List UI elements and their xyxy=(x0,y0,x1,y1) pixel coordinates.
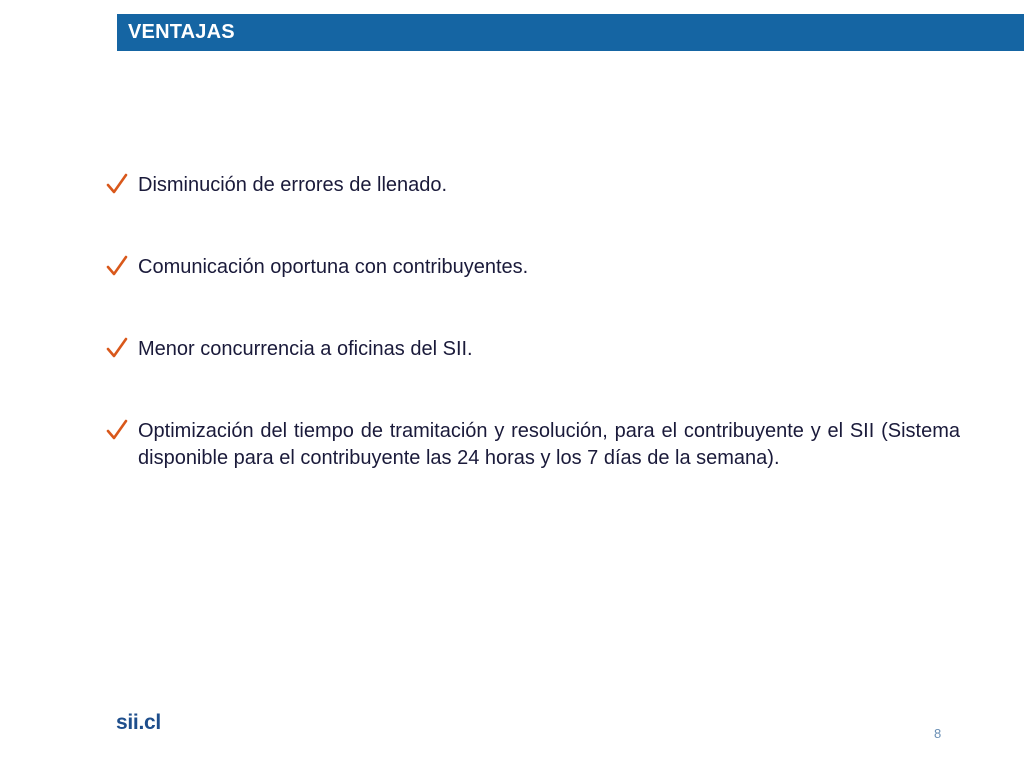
list-item-text: Optimización del tiempo de tramitación y resolución, para el contribuyente y el SII (Sistema disponible para el contribuyente las 24 horas y los 7 días de la semana). xyxy=(138,420,960,469)
list-item xyxy=(106,418,960,472)
checkmark-icon xyxy=(106,419,128,441)
checkmark-icon xyxy=(106,173,128,195)
checkmark-icon xyxy=(106,255,128,277)
page-number: 8 xyxy=(934,726,942,741)
list-item xyxy=(106,336,960,363)
list-item-text: Menor concurrencia a oficinas del SII. xyxy=(138,338,473,360)
advantages-list xyxy=(106,172,960,472)
title-bar xyxy=(117,14,1024,51)
sii-logo: sii.cl xyxy=(116,711,161,734)
list-item xyxy=(106,172,960,199)
list-item-text: Comunicación oportuna con contribuyentes. xyxy=(138,256,529,278)
list-item-text: Disminución de errores de llenado. xyxy=(138,174,448,196)
slide-title: VENTAJAS xyxy=(128,21,235,43)
checkmark-icon xyxy=(106,337,128,359)
list-item xyxy=(106,254,960,281)
